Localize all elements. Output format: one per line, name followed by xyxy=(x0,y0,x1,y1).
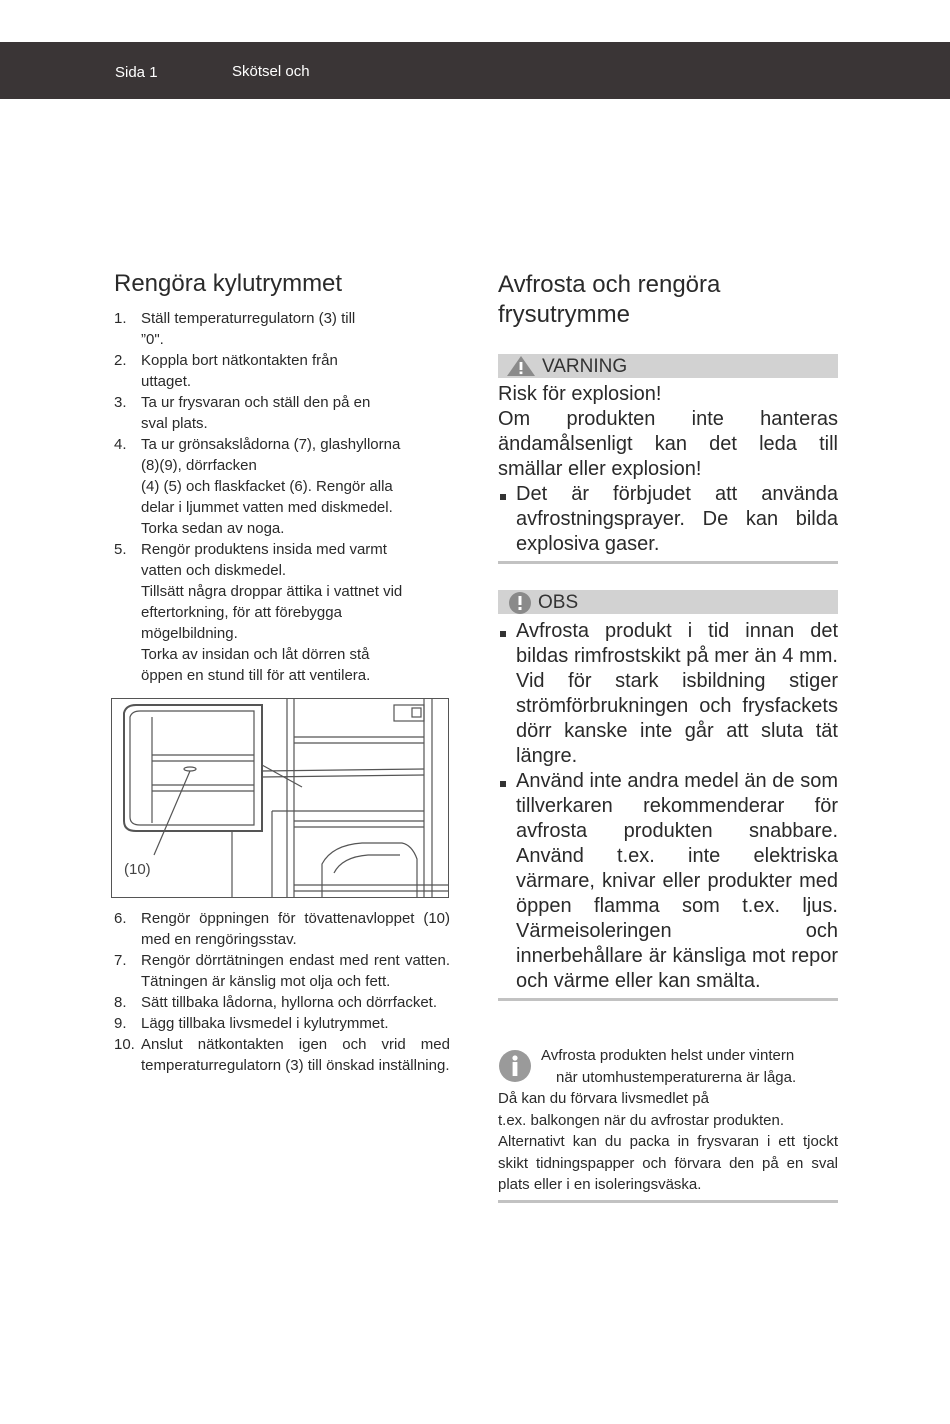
step-text-line: Ställ temperaturregulatorn (3) till xyxy=(141,310,356,327)
steps-list-b xyxy=(114,908,450,1076)
step-item xyxy=(114,434,450,539)
defrost-heading-line2: frysutrymme xyxy=(498,301,630,328)
step-text: Rengör dörrtätningen endast med rent vatten. Tätningen är känslig mot olja och fett. xyxy=(141,952,450,990)
info-circle-icon xyxy=(498,1049,532,1090)
obs-body xyxy=(498,619,838,994)
obs-bullet: Använd inte andra medel än de som tillverkaren rekommenderar för avfrosta produkten snabbare. Använd t.ex. inte elektriska värmare, knivar eller produkter med öppen flamma som t.ex. ljus. Värmeisoleringen och innerbehållare är känsliga mot repor och värme eller kan smälta. xyxy=(498,769,838,994)
step-number: 1. xyxy=(114,310,127,327)
warning-body xyxy=(498,382,838,557)
step-number: 7. xyxy=(114,952,127,969)
warning-title: Risk för explosion! xyxy=(498,383,662,405)
step-text: Rengör öppningen för tövattenavloppet (10) med en rengöringsstav. xyxy=(141,910,450,948)
step-text-line: Torka sedan av noga. xyxy=(141,520,285,537)
step-text-line: (4) (5) och flaskfacket (6). Rengör alla xyxy=(141,478,393,495)
step-text-line: vatten och diskmedel. xyxy=(141,562,287,579)
section-title: Skötsel och xyxy=(232,63,310,80)
info-line-2: när utomhustemperaturerna är låga. xyxy=(556,1068,797,1086)
step-number: 8. xyxy=(114,994,127,1011)
obs-divider xyxy=(498,998,838,1001)
warning-bullets xyxy=(498,482,838,557)
step-number: 6. xyxy=(114,910,127,927)
step-text-line: Torka av insidan och låt dörren stå xyxy=(141,646,370,663)
obs-bullet: Avfrosta produkt i tid innan det bildas rimfrostskikt på mer än 4 mm. Vid för stark isbildning stiger strömförbrukningen och frysfackets dörr kanske inte går att sluta tät längre. xyxy=(498,619,838,769)
fridge-illustration xyxy=(111,698,449,898)
drain-hole-label: (10) xyxy=(124,861,151,878)
cleaning-fridge-heading: Rengöra kylutrymmet xyxy=(114,270,343,297)
warning-triangle-icon xyxy=(506,355,536,382)
info-divider xyxy=(498,1200,838,1203)
left-column xyxy=(114,270,450,1076)
step-number: 2. xyxy=(114,352,127,369)
step-number: 3. xyxy=(114,394,127,411)
obs-bullets xyxy=(498,619,838,994)
obs-label: OBS xyxy=(538,592,579,613)
right-column xyxy=(498,270,838,1203)
step-text-line: (8)(9), dörrfacken xyxy=(141,457,257,474)
step-item xyxy=(114,950,450,992)
defrost-heading-line1: Avfrosta och rengöra xyxy=(498,271,721,298)
step-item xyxy=(114,539,450,686)
steps-list-a xyxy=(114,308,450,686)
info-line-1: Avfrosta produkten helst under vintern xyxy=(541,1047,795,1064)
step-number: 9. xyxy=(114,1015,127,1032)
step-item xyxy=(114,350,450,392)
step-text-line: uttaget. xyxy=(141,373,192,390)
obs-bar xyxy=(498,590,838,614)
warning-text: Om produkten inte hanteras ändamålsenligt kan det leda till smällar eller explosion! xyxy=(498,408,838,480)
warning-bullet: Det är förbjudet att använda avfrostningsprayer. De kan bilda explosiva gaser. xyxy=(498,482,838,557)
fridge-drawing xyxy=(112,699,449,898)
step-text-line: Ta ur frysvaran och ställ den på en xyxy=(141,394,371,411)
info-line-3: Då kan du förvara livsmedlet på xyxy=(498,1090,709,1107)
step-text-line: sval plats. xyxy=(141,415,208,432)
step-item xyxy=(114,992,450,1013)
defrost-heading xyxy=(498,270,838,330)
step-text-line: mögelbildning. xyxy=(141,625,238,642)
warning-bar xyxy=(498,354,838,378)
step-item xyxy=(114,392,450,434)
info-box xyxy=(498,1045,838,1196)
step-number: 10. xyxy=(114,1036,135,1053)
step-text: Sätt tillbaka lådorna, hyllorna och dörrfacket. xyxy=(141,994,437,1011)
step-item xyxy=(114,1034,450,1076)
step-number: 4. xyxy=(114,436,127,453)
info-line-4: t.ex. balkongen när du avfrostar produkten. xyxy=(498,1111,785,1129)
info-paragraph: Alternativt kan du packa in frysvaran i ett tjockt skikt tidningspapper och förvara den på en sval plats eller i en isoleringsväska. xyxy=(498,1133,838,1193)
warning-divider xyxy=(498,561,838,564)
step-text-line: Tillsätt några droppar ättika i vattnet vid xyxy=(141,583,403,600)
step-item xyxy=(114,908,450,950)
step-text-line: delar i ljummet vatten med diskmedel. xyxy=(141,499,393,516)
warning-label: VARNING xyxy=(542,356,628,377)
step-text-line: Ta ur grönsakslådorna (7), glashyllorna xyxy=(141,436,401,453)
step-item xyxy=(114,308,450,350)
step-text-line: ”0". xyxy=(141,331,164,348)
step-text-line: Koppla bort nätkontakten från xyxy=(141,352,338,369)
exclamation-circle-icon xyxy=(508,591,532,620)
step-item xyxy=(114,1013,450,1034)
step-text-line: Rengör produktens insida med varmt xyxy=(141,541,387,558)
step-number: 5. xyxy=(114,541,127,558)
page-number: Sida 1 xyxy=(115,64,158,81)
step-text-line: eftertorkning, för att förebygga xyxy=(141,604,342,621)
step-text-line: öppen en stund till för att ventilera. xyxy=(141,667,371,684)
step-text: Lägg tillbaka livsmedel i kylutrymmet. xyxy=(141,1015,389,1032)
step-text: Anslut nätkontakten igen och vrid med temperaturregulatorn (3) till önskad inställning. xyxy=(141,1036,450,1074)
